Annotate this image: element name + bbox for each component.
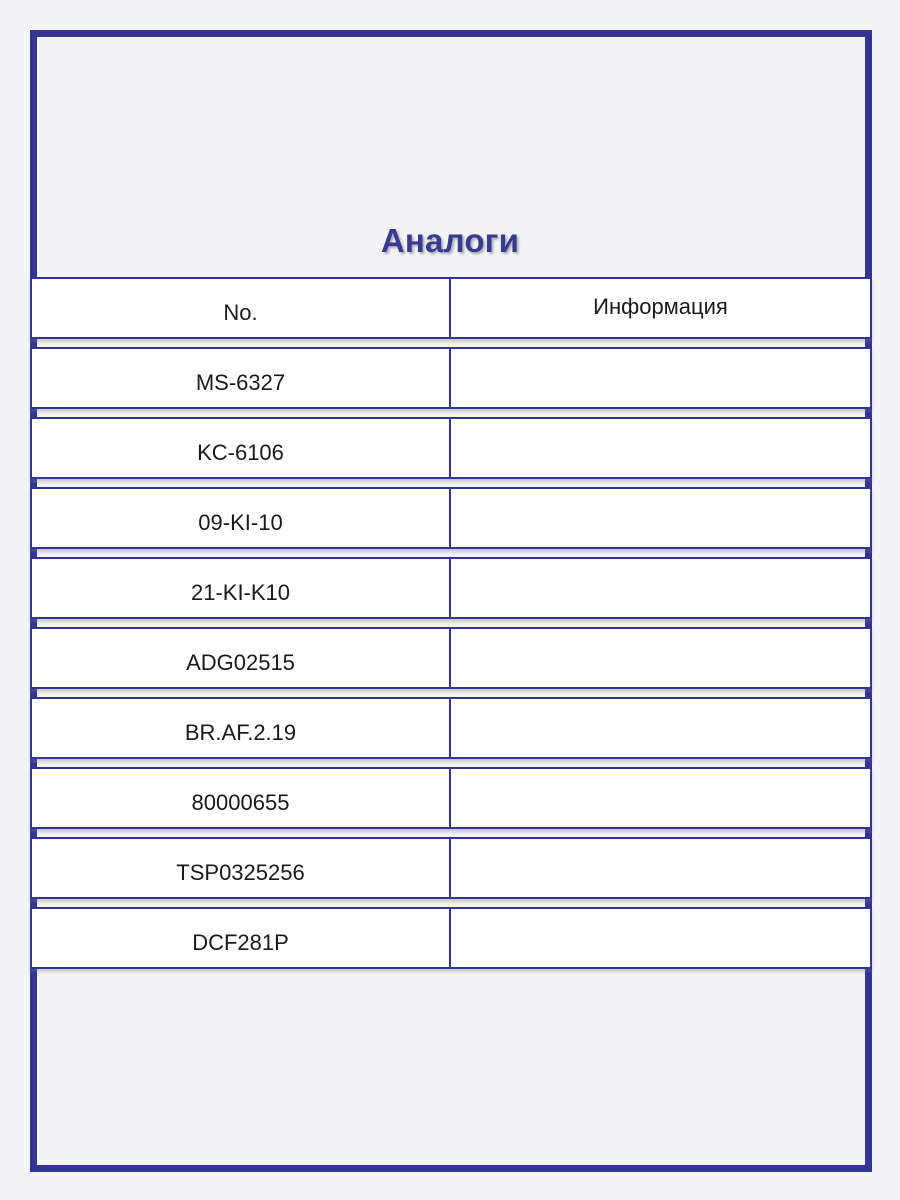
row-no: MS-6327	[32, 349, 451, 407]
row-info	[451, 419, 870, 477]
row-info	[451, 839, 870, 897]
row-no: 09-KI-10	[32, 489, 451, 547]
table-row	[30, 697, 872, 759]
row-no: TSP0325256	[32, 839, 451, 897]
table-row	[30, 767, 872, 829]
row-info	[451, 699, 870, 757]
table-row	[30, 417, 872, 479]
table-header-row	[30, 277, 872, 339]
row-info	[451, 629, 870, 687]
table-row	[30, 487, 872, 549]
header-no: No.	[32, 279, 451, 337]
row-no: 21-KI-K10	[32, 559, 451, 617]
row-info	[451, 489, 870, 547]
row-no: ADG02515	[32, 629, 451, 687]
header-info: Информация	[593, 294, 728, 319]
row-info	[451, 769, 870, 827]
row-info	[451, 909, 870, 967]
row-no: BR.AF.2.19	[32, 699, 451, 757]
table-row	[30, 557, 872, 619]
row-no: KC-6106	[32, 419, 451, 477]
page-title: Аналоги	[380, 222, 520, 259]
table-row	[30, 907, 872, 969]
row-info	[451, 559, 870, 617]
row-no: 80000655	[32, 769, 451, 827]
row-info	[451, 349, 870, 407]
table-row	[30, 347, 872, 409]
table-row	[30, 837, 872, 899]
table-row	[30, 627, 872, 689]
row-no: DCF281P	[32, 909, 451, 967]
